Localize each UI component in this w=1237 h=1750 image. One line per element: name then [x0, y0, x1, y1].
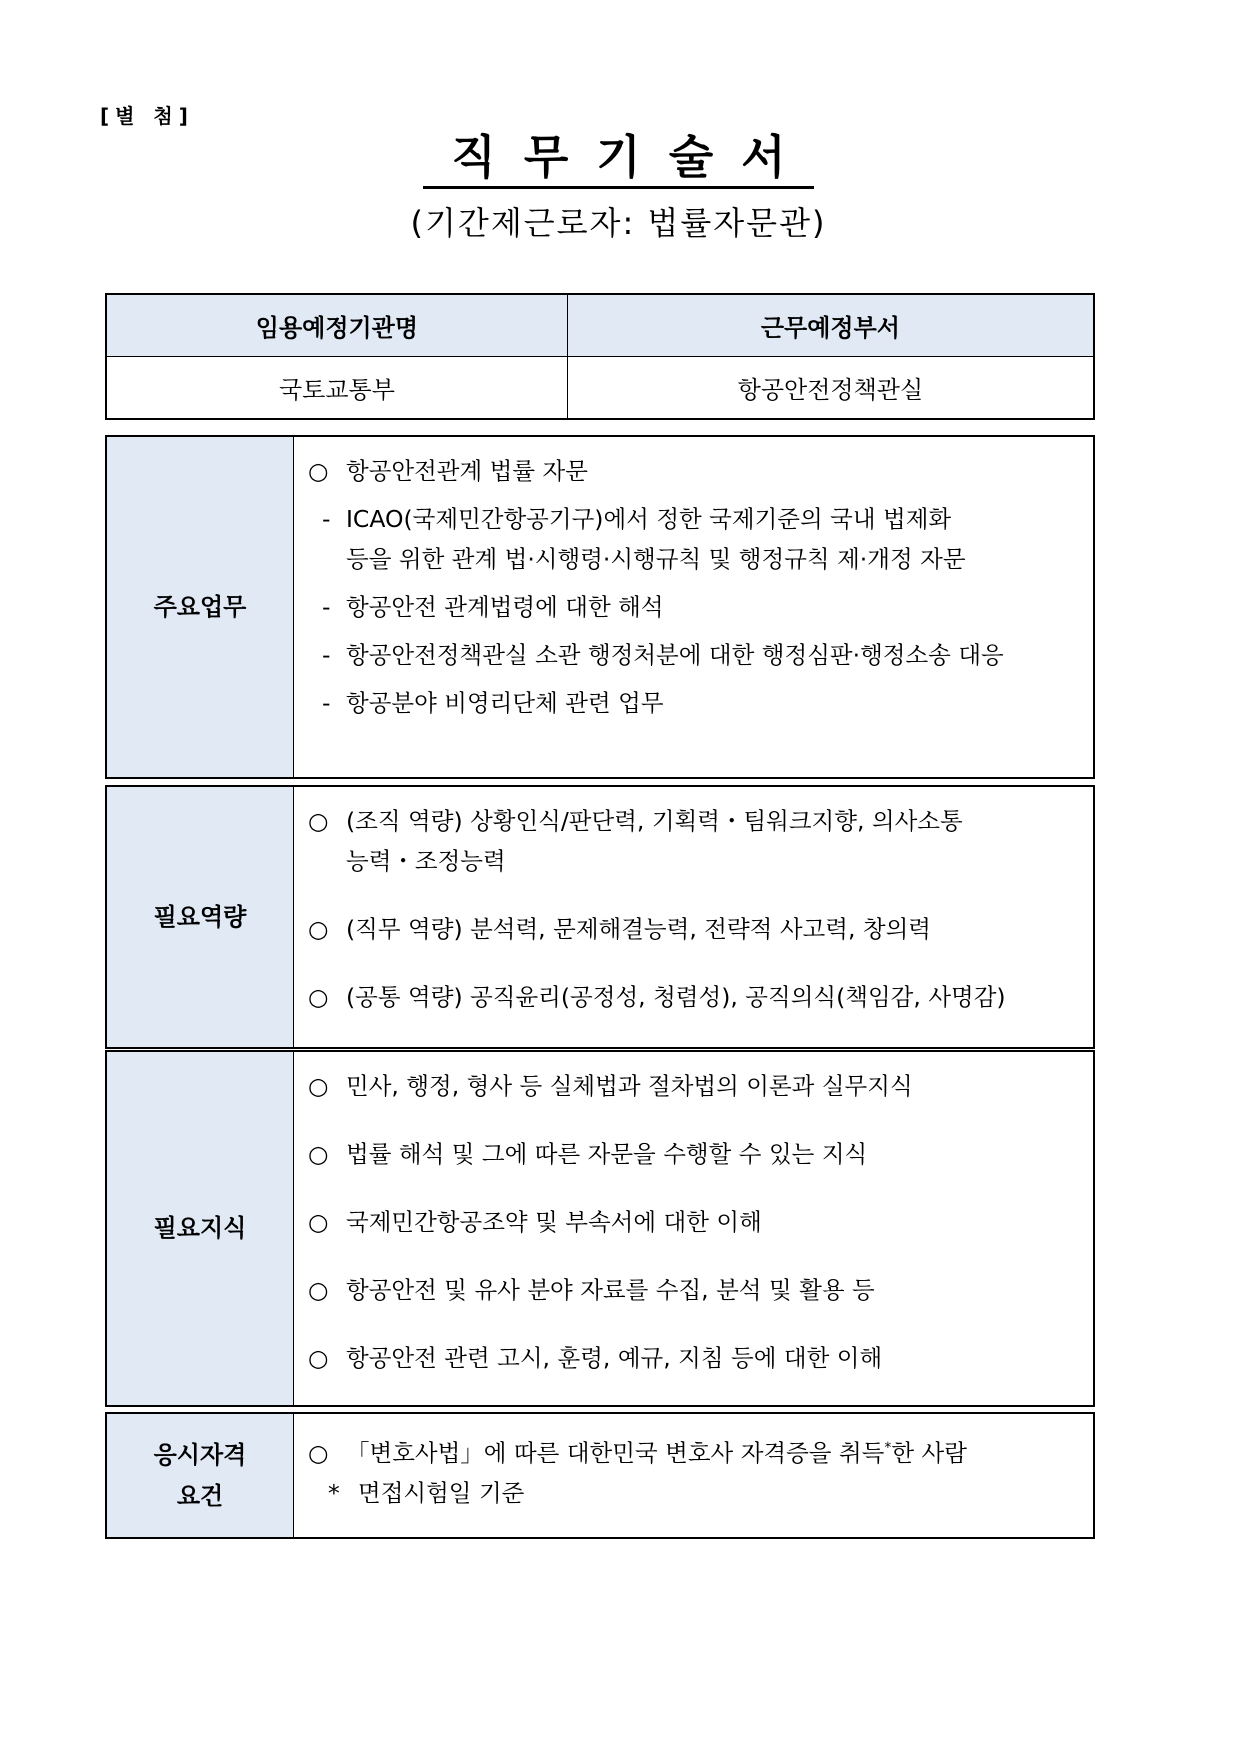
knowledge-item: ○ 국제민간항공조약 및 부속서에 대한 이해	[308, 1202, 1087, 1242]
page-title-wrapper	[0, 128, 1237, 189]
circle-bullet-icon: ○	[308, 1344, 329, 1372]
dash-bullet-icon: -	[322, 593, 331, 621]
dash-bullet-icon: -	[322, 689, 331, 717]
competency-item: ○ (조직 역량) 상황인식/판단력, 기획력・팀워크지향, 의사소통	[308, 801, 1087, 841]
agency-value: 국토교통부	[106, 357, 567, 420]
knowledge-label: 필요지식	[106, 1051, 294, 1406]
competency-section	[105, 785, 1095, 1049]
duties-item: - 항공분야 비영리단체 관련 업무	[308, 683, 1087, 723]
circle-bullet-icon: ○	[308, 1276, 329, 1304]
qualification-content	[294, 1413, 1095, 1538]
competency-content	[294, 786, 1095, 1048]
page-subtitle: (기간제근로자: 법률자문관)	[410, 204, 827, 242]
duties-item: - ICAO(국제민간항공기구)에서 정한 국제기준의 국내 법제화	[308, 499, 1087, 539]
dash-bullet-icon: -	[322, 641, 331, 669]
circle-bullet-icon: ○	[308, 807, 329, 835]
header-table	[105, 293, 1095, 420]
duties-item-continuation: 등을 위한 관계 법·시행령·시행규칙 및 행정규칙 제·개정 자문	[346, 545, 966, 573]
department-header: 근무예정부서	[567, 294, 1094, 357]
knowledge-item: ○ 법률 해석 및 그에 따른 자문을 수행할 수 있는 지식	[308, 1134, 1087, 1174]
circle-bullet-icon: ○	[308, 1438, 329, 1467]
knowledge-item: ○ 항공안전 관련 고시, 훈령, 예규, 지침 등에 대한 이해	[308, 1338, 1087, 1378]
footnote-marker: *	[884, 1440, 892, 1456]
qualification-item: ○ 「변호사법」에 따른 대한민국 변호사 자격증을 취득*한 사람	[308, 1428, 1087, 1473]
knowledge-item: ○ 민사, 행정, 형사 등 실체법과 절차법의 이론과 실무지식	[308, 1066, 1087, 1106]
duties-content	[294, 436, 1095, 778]
qualification-note: * 면접시험일 기준	[308, 1473, 1087, 1513]
duties-section	[105, 435, 1095, 779]
asterisk-icon: *	[328, 1478, 340, 1507]
knowledge-item: ○ 항공안전 및 유사 분야 자료를 수집, 분석 및 활용 등	[308, 1270, 1087, 1310]
duties-item: - 항공안전정책관실 소관 행정처분에 대한 행정심판·행정소송 대응	[308, 635, 1087, 675]
competency-label: 필요역량	[106, 786, 294, 1048]
competency-item-continuation: 능력・조정능력	[346, 847, 506, 875]
circle-bullet-icon: ○	[308, 1072, 329, 1100]
knowledge-section	[105, 1050, 1095, 1407]
competency-item: ○ (직무 역량) 분석력, 문제해결능력, 전략적 사고력, 창의력	[308, 909, 1087, 949]
circle-bullet-icon: ○	[308, 915, 329, 943]
duties-main-item: ○ 항공안전관계 법률 자문	[308, 451, 1087, 491]
duties-item: - 항공안전 관계법령에 대한 해석	[308, 587, 1087, 627]
agency-header: 임용예정기관명	[106, 294, 567, 357]
circle-bullet-icon: ○	[308, 983, 329, 1011]
circle-bullet-icon: ○	[308, 457, 329, 485]
attachment-label: [별 첨]	[100, 104, 194, 128]
knowledge-content	[294, 1051, 1095, 1406]
circle-bullet-icon: ○	[308, 1208, 329, 1236]
dash-bullet-icon: -	[322, 505, 331, 533]
qualification-section	[105, 1412, 1095, 1539]
circle-bullet-icon: ○	[308, 1140, 329, 1168]
page-title: 직무기술서	[423, 128, 813, 189]
qualification-label: 응시자격 요건	[106, 1413, 294, 1538]
department-value: 항공안전정책관실	[567, 357, 1094, 420]
competency-item: ○ (공통 역량) 공직윤리(공정성, 청렴성), 공직의식(책임감, 사명감)	[308, 977, 1087, 1017]
duties-label: 주요업무	[106, 436, 294, 778]
